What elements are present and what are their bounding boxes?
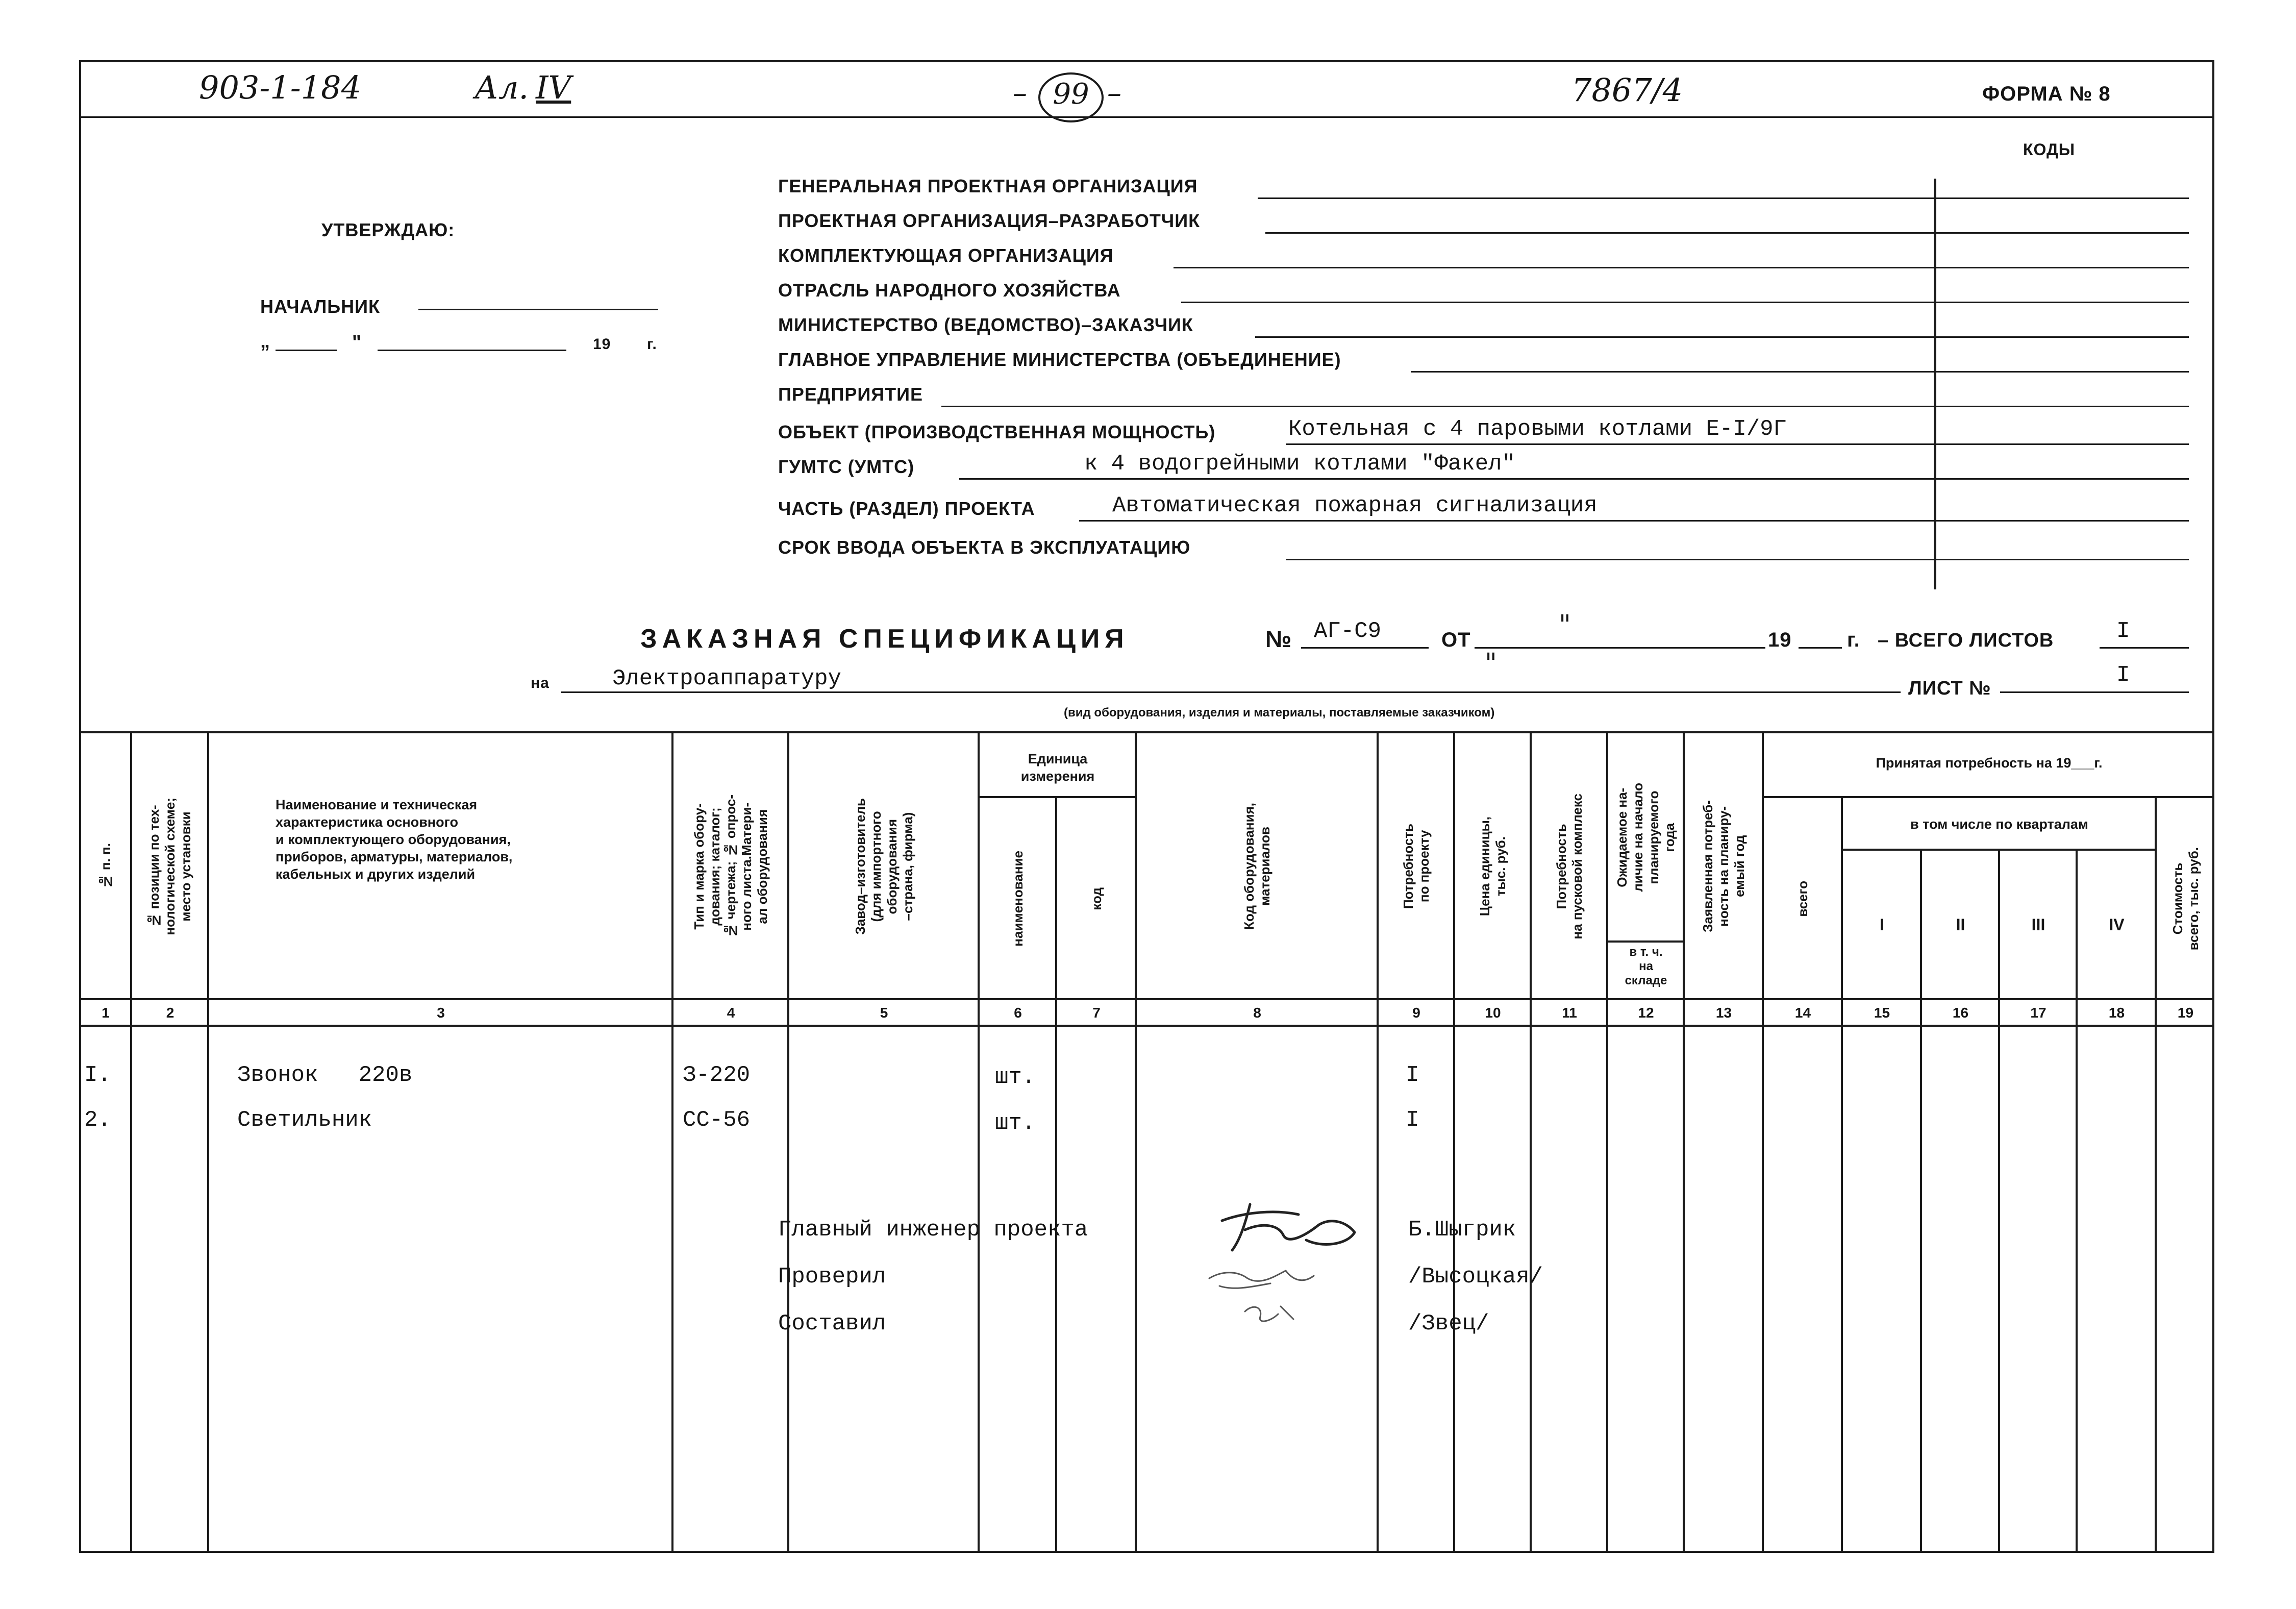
header-total: всего	[1795, 880, 1810, 917]
page-dash-right: –	[1107, 77, 1121, 110]
field-label-enterprise: ПРЕДПРИЯТИЕ	[778, 384, 924, 405]
header-q1: I	[1880, 915, 1884, 934]
column-number: 8	[1253, 1005, 1261, 1021]
header-declared-need: Заявленная потреб- ность на планиру- емый год	[1700, 800, 1747, 932]
header-type: Тип и марка обору- дования; каталог; № чертежа; № опрос- ного листа.Матери- ал оборудования	[691, 794, 770, 938]
column-number: 1	[102, 1005, 110, 1021]
header-q3: III	[2031, 915, 2045, 934]
row-number: I.	[84, 1062, 111, 1088]
column-number: 18	[2108, 1005, 2125, 1021]
album-label: Ал.	[475, 69, 529, 106]
page-dash-left: –	[1013, 77, 1027, 110]
header-cost: Стоимость всего, тыс. руб.	[2169, 847, 2201, 951]
row-quantity: I	[1406, 1107, 1419, 1133]
row-unit: шт.	[995, 1065, 1036, 1090]
column-number: 16	[1952, 1005, 1969, 1021]
column-number: 7	[1092, 1005, 1101, 1021]
header-unit-code: код	[1088, 887, 1104, 910]
header-expected-stock: Ожидаемое на- личие на начало планируемого года	[1614, 783, 1677, 892]
field-label-industry: ОТРАСЛЬ НАРОДНОГО ХОЗЯЙСТВА	[778, 280, 1121, 301]
field-label-project-part: ЧАСТЬ (РАЗДЕЛ) ПРОЕКТА	[778, 498, 1035, 519]
spec-year: 19	[1768, 629, 1792, 651]
column-number: 13	[1715, 1005, 1732, 1021]
total-sheets-label: – ВСЕГО ЛИСТОВ	[1878, 630, 2054, 651]
column-number: 15	[1874, 1005, 1890, 1021]
column-number: 12	[1638, 1005, 1654, 1021]
header-in-warehouse: в т. ч. на складе	[1625, 945, 1667, 987]
field-value-project-part: Автоматическая пожарная сигнализация	[1112, 493, 1598, 518]
header-accepted-need: Принятая потребность на 19___г.	[1876, 755, 2103, 771]
field-value-object: Котельная с 4 паровыми котлами Е-I/9Г	[1288, 416, 1787, 442]
row-number: 2.	[84, 1107, 111, 1133]
signature-name-compiled: /Звец/	[1408, 1311, 1489, 1336]
row-type: З-220	[683, 1062, 751, 1088]
row-name: Звонок 220в	[237, 1062, 413, 1088]
total-sheets-value: I	[2116, 618, 2130, 644]
field-label-ministry: МИНИСТЕРСТВО (ВЕДОМСТВО)–ЗАКАЗЧИК	[778, 314, 1193, 335]
sheet-label: ЛИСТ №	[1908, 678, 1991, 699]
date-close-quote: "	[352, 332, 362, 353]
column-number: 3	[437, 1005, 445, 1021]
spec-date-quote-1: "	[1559, 610, 1571, 640]
approval-year-suffix: г.	[647, 336, 657, 353]
page-number: 99	[1053, 78, 1089, 111]
codes-label: КОДЫ	[2023, 140, 2076, 159]
header-unit-price: Цена единицы, тыс. руб.	[1477, 816, 1508, 917]
field-label-project-org: ПРОЕКТНАЯ ОРГАНИЗАЦИЯ–РАЗРАБОТЧИК	[778, 210, 1201, 231]
header-unit-group: Единица измерения	[1020, 751, 1095, 784]
header-quarters: в том числе по кварталам	[1910, 816, 2088, 832]
sheet-value: I	[2116, 662, 2130, 688]
column-number: 2	[166, 1005, 174, 1021]
form-label: ФОРМА № 8	[1982, 83, 2111, 105]
header-equipment-code: Код оборудования, материалов	[1241, 803, 1272, 930]
signature-name-chief-engineer: Б.Шыгрик	[1408, 1217, 1516, 1243]
column-number: 14	[1794, 1005, 1811, 1021]
column-number: 19	[2177, 1005, 2194, 1021]
column-number: 17	[2030, 1005, 2047, 1021]
column-number: 4	[727, 1005, 735, 1021]
field-value-gumts: к 4 водогрейными котлами "Факел"	[1084, 451, 1515, 477]
header-unit-name: наименование	[1010, 851, 1026, 947]
field-label-object: ОБЪЕКТ (ПРОИЗВОДСТВЕННАЯ МОЩНОСТЬ)	[778, 422, 1216, 442]
field-label-main-directorate: ГЛАВНОЕ УПРАВЛЕНИЕ МИНИСТЕРСТВА (ОБЪЕДИНЕНИЕ)	[778, 349, 1341, 370]
header-row-number: № п. п.	[97, 843, 113, 889]
header-q2: II	[1956, 915, 1965, 934]
header-name: Наименование и техническая характеристика основного и комплектующего оборудования, приборов, арматуры, материалов, кабельных и других изделий	[276, 797, 513, 882]
row-type: СС-56	[683, 1107, 751, 1133]
chief-label: НАЧАЛЬНИК	[260, 296, 380, 317]
spec-number-label: №	[1265, 626, 1292, 652]
row-quantity: I	[1406, 1062, 1419, 1088]
signature-role-compiled: Составил	[778, 1311, 886, 1336]
column-number: 6	[1014, 1005, 1022, 1021]
header-manufacturer: Завод–изготовитель (для импортного оборудования –страна, фирма)	[852, 798, 915, 935]
spec-on-label: на	[531, 675, 550, 691]
field-label-general-org: ГЕНЕРАЛЬНАЯ ПРОЕКТНАЯ ОРГАНИЗАЦИЯ	[778, 176, 1198, 196]
spec-date-quote-2: "	[1485, 648, 1497, 679]
approval-year: 19	[593, 336, 611, 353]
inventory-number: 7867/4	[1571, 71, 1683, 109]
spec-from-label: ОТ	[1441, 629, 1471, 651]
signature-role-checked: Проверил	[778, 1264, 886, 1290]
column-number: 5	[880, 1005, 888, 1021]
field-label-commissioning: СРОК ВВОДА ОБЪЕКТА В ЭКСПЛУАТАЦИЮ	[778, 537, 1191, 558]
kind-note: (вид оборудования, изделия и материалы, поставляемые заказчиком)	[1064, 706, 1495, 720]
header-project-need: Потребность по проекту	[1401, 823, 1432, 909]
row-unit: шт.	[995, 1110, 1036, 1136]
header-q4: IV	[2109, 915, 2125, 934]
album-roman: IV	[536, 69, 571, 106]
signature-name-checked: /Высоцкая/	[1408, 1264, 1543, 1290]
column-number: 9	[1412, 1005, 1420, 1021]
header-launch-need: Потребность на пусковой комплекс	[1554, 793, 1585, 939]
column-number: 10	[1485, 1005, 1501, 1021]
header-position: № позиции по тех- нологической схеме; место установки	[146, 797, 193, 935]
field-label-supplier-org: КОМПЛЕКТУЮЩАЯ ОРГАНИЗАЦИЯ	[778, 245, 1114, 266]
row-name: Светильник	[237, 1107, 372, 1133]
column-number: 11	[1562, 1005, 1577, 1021]
spec-title: ЗАКАЗНАЯ СПЕЦИФИКАЦИЯ	[640, 624, 1129, 654]
spec-number: АГ-С9	[1314, 618, 1382, 644]
spec-on-value: Электроаппаратуру	[612, 666, 841, 691]
doc-number: 903-1-184	[199, 69, 362, 106]
approval-title: УТВЕРЖДАЮ:	[321, 219, 455, 240]
date-open-quote: „	[260, 331, 270, 352]
spec-year-suffix: г.	[1847, 629, 1860, 651]
signature-role-chief-engineer: Главный инженер проекта	[778, 1217, 1088, 1243]
field-label-gumts: ГУМТС (УМТС)	[778, 456, 915, 477]
